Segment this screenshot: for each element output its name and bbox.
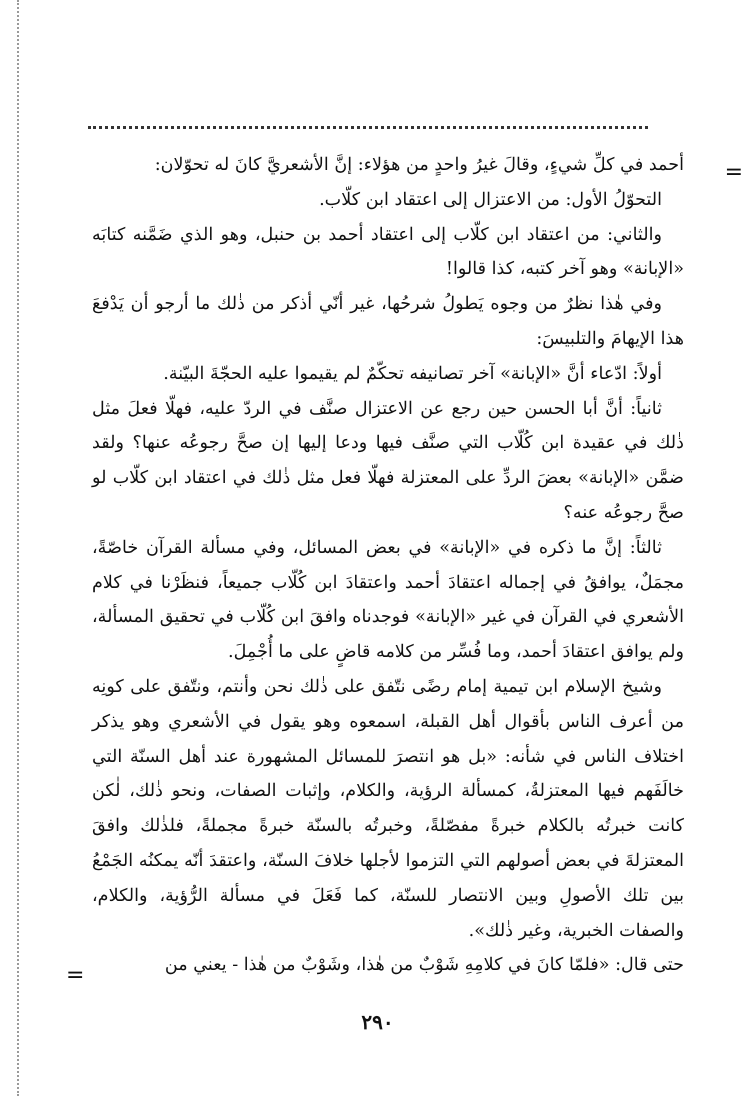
paragraph: ثالثاً: إنَّ ما ذكره في «الإبانة» في بعض المسائل، وفي مسألة القرآن خاصّةً، مجمَلٌ، يوافقُ في إجماله اعتقادَ أحمد واعتقادَ ابن كُلّاب جميعاً، فنظَرْنا في كلام الأشعري في القرآن في غير «الإبانة» فوجدناه وافقَ ابن كُلّاب في تحقيق المسألة، ولم يوافق اعتقادَ أحمد، وما فُسِّر من كلامه قاضٍ على ما أُجْمِلَ. bbox=[92, 537, 684, 663]
paragraph: وشيخ الإسلام ابن تيمية إمام رضًى نتّفق على ذٰلك نحن وأنتم، ونتّفق على كونِه من أعرف الناس بأقوال أهل القبلة، اسمعوه وهو يقول في الأشعري وهو يذكر اختلاف الناس في شأنه: «بل هو انتصرَ للمسائل المشهورة عند أهل السنّة التي خالَفَهم فيها المعتزلةُ، كمسألة الرؤية، والكلام، وإثبات الصفات، ونحو ذٰلك، لٰكن كانت خبرتُه بالكلام خبرةً مفصّلةً، وخبرتُه بالسنّة خبرةً مجملةً، فلذٰلك وافقَ المعتزلةَ في بعض أصولهم التي التزموا لأجلها خلافَ السنّة، واعتقدَ أنّه يمكنُه الجَمْعُ بين تلك الأصولِ وبين الانتصار للسنّة، كما فَعَلَ في مسألة الرُّؤية، والكلام، والصفات الخبرية، وغير ذٰلك». bbox=[92, 676, 684, 941]
paragraph: أحمد في كلِّ شيءٍ، وقالَ غيرُ واحدٍ من هؤلاء: إنَّ الأشعريَّ كانَ له تحوّلان: bbox=[154, 155, 684, 175]
page-number: ٢٩٠ bbox=[361, 1010, 394, 1034]
body-text bbox=[92, 148, 684, 983]
margin-dotted-rule bbox=[17, 0, 19, 1096]
paragraph: التحوّلُ الأول: من الاعتزال إلى اعتقاد ابن كلّاب. bbox=[319, 189, 662, 210]
paragraph: أولاً: ادّعاء أنَّ «الإبانة» آخر تصانيفه تحكّمٌ لم يقيموا عليه الحجّةَ البيّنة. bbox=[163, 363, 662, 384]
paragraph: حتى قال: «فلمّا كانَ في كلامِهِ شَوْبٌ من هٰذا، وشَوْبٌ من هٰذا - يعني من bbox=[164, 955, 684, 976]
paragraph: والثاني: من اعتقاد ابن كلّاب إلى اعتقاد أحمد بن حنبل، وهو الذي ضَمَّنه كتابَه «الإبانة» وهو آخر كتبه، كذا قالوا! bbox=[92, 224, 684, 280]
continuation-mark-end: = bbox=[66, 963, 85, 988]
header-dotted-rule bbox=[88, 126, 648, 129]
paragraph: ثانياً: أنَّ أبا الحسن حين رجع عن الاعتزال صنَّف في الردّ عليه، فهلّا فعلَ مثل ذٰلك في عقيدة ابن كُلّاب التي صنَّف فيها ودعا إليها إن صحَّ رجوعُه عنها؟ ولقد ضمَّن «الإبانة» بعضَ الردِّ على المعتزلة فهلّا فعل مثل ذٰلك في اعتقاد ابن كلّاب لو صحَّ رجوعُه عنه؟ bbox=[92, 398, 684, 523]
continuation-mark-start: = bbox=[724, 160, 743, 185]
paragraph: وفي هٰذا نظرٌ من وجوه يَطولُ شرحُها، غير أنّي أذكر من ذٰلك ما أرجو أن يَدْفعَ هذا الإيهامَ والتلبيسَ: bbox=[92, 294, 684, 349]
